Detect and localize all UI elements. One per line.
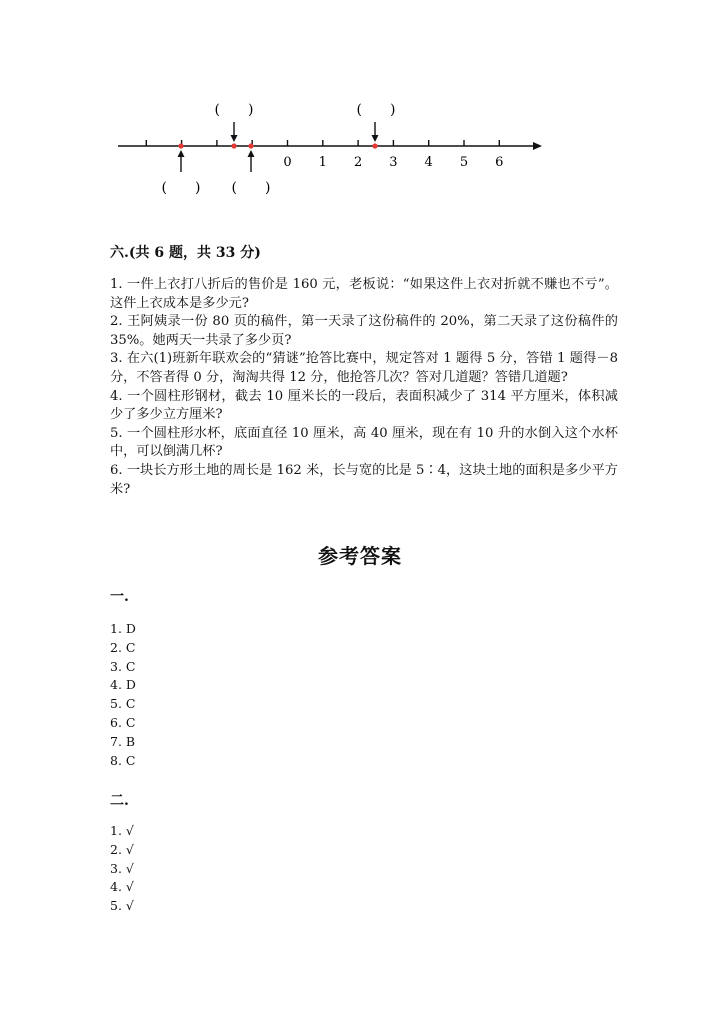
answer-item: 4. D	[110, 677, 136, 693]
answer-part-two-heading: 二.	[110, 793, 129, 809]
problem-item: 2. 王阿姨录一份 80 页的稿件，第一天录了这份稿件的 20%，第二天录了这份稿件的 35%。她两天一共录了多少页?	[110, 314, 618, 348]
answer-item: 2. √	[110, 841, 134, 857]
tick-label: 0	[283, 155, 292, 170]
answer-item: 5. C	[110, 696, 136, 712]
answer-item: 1. √	[110, 823, 134, 838]
section-six-title: 六.(共 6 题，共 33 分)	[110, 245, 261, 261]
arrow-up-left	[178, 150, 185, 172]
answer-item: 3. C	[110, 658, 136, 674]
arrow-up-right	[248, 150, 255, 172]
tick-label: 6	[495, 155, 504, 170]
answer-item: 8. C	[110, 752, 136, 768]
point-b	[231, 143, 236, 148]
problem-item: 3. 在六(1)班新年联欢会的“猜谜”抢答比赛中，规定答对 1 题得 5 分，答错 1 题得－8 分，不答者得 0 分，淘淘共得 12 分，他抢答几次？答对几道题？答错几道题?	[110, 351, 618, 385]
point-a	[178, 143, 183, 148]
answer-item: 5. √	[110, 898, 134, 914]
blank-bottom-left: ( )	[161, 180, 201, 196]
answer-item: 3. √	[110, 860, 134, 876]
tick-label: 3	[389, 155, 398, 170]
blank-top-left: ( )	[214, 102, 254, 118]
problem-item: 1. 一件上衣打八折后的售价是 160 元，老板说：“如果这件上衣对折就不赚也不亏”。这件上衣成本是多少元?	[110, 277, 618, 311]
number-line-figure	[110, 92, 550, 202]
tick-label: 4	[424, 155, 433, 170]
answer-part-one-heading: 一.	[110, 589, 129, 605]
problem-item: 6. 一块长方形土地的周长是 162 米，长与宽的比是 5∶4，这块土地的面积是多少平方米?	[110, 462, 618, 497]
point-d	[372, 143, 377, 148]
answer-key-title: 参考答案	[318, 544, 402, 568]
problem-item: 4. 一个圆柱形钢材，截去 10 厘米长的一段后，表面积减少了 314 平方厘米，体积减少了多少立方厘米?	[110, 388, 618, 423]
answer-item: 7. B	[110, 733, 136, 749]
answer-item: 4. √	[110, 879, 134, 895]
tick-label: 5	[459, 155, 469, 170]
answer-item: 1. D	[110, 621, 136, 636]
tick-labels	[283, 155, 503, 170]
blank-bottom-right: ( )	[231, 180, 271, 196]
blank-top-right: ( )	[356, 102, 396, 118]
answer-item: 2. C	[110, 639, 136, 655]
tick-label: 1	[318, 155, 327, 170]
answer-part-two-list	[110, 822, 134, 916]
arrow-down-left	[231, 122, 238, 142]
point-c	[248, 143, 253, 148]
problem-item: 5. 一个圆柱形水杯，底面直径 10 厘米，高 40 厘米，现在有 10 升的水倒入这个水杯中，可以倒满几杯?	[110, 425, 618, 460]
number-line-arrowhead	[533, 142, 542, 150]
answer-part-one-list	[110, 620, 136, 770]
answer-item: 6. C	[110, 714, 136, 730]
problem-list	[110, 276, 618, 499]
tick-marks	[146, 140, 499, 146]
arrow-down-right	[372, 122, 379, 142]
tick-label: 2	[353, 155, 363, 170]
